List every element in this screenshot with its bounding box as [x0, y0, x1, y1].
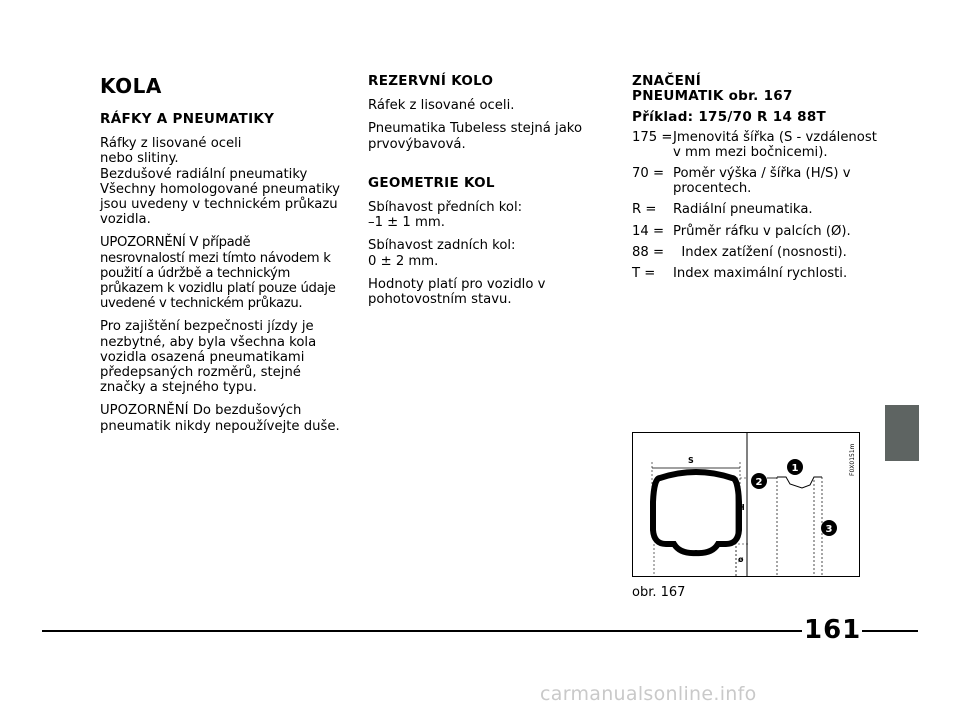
paragraph: Ráfky z lisované oceli nebo slitiny. Bezdušové radiální pneumatiky Všechny homologované pneumatiky jsou uvedeny v technickém průkazu vozidla. [100, 136, 340, 228]
spec-key: 88 = [632, 244, 665, 260]
chapter-tab [885, 405, 919, 461]
spec-row [632, 202, 892, 217]
marker-2 [751, 473, 767, 489]
label-s: S [688, 456, 694, 465]
label-h: H [738, 503, 745, 512]
paragraph: Sbíhavost předních kol: –1 ± 1 mm. [368, 200, 523, 231]
marker-1-label: 1 [791, 463, 799, 474]
spec-key: 70 = [632, 166, 665, 182]
subsection-title: RÁFKY A PNEUMATIKY [100, 111, 275, 127]
example-line: Příklad: 175/70 R 14 88T [632, 109, 827, 126]
footer-rule-right [862, 630, 918, 632]
warning-paragraph: UPOZORNĚNÍ Do bezdušových pneumatik nikdy nepoužívejte duše. [100, 403, 340, 434]
section-title: KOLA [100, 74, 162, 98]
column-tyre-marking [632, 74, 892, 287]
spec-list [632, 130, 892, 282]
marker-2-label: 2 [755, 477, 763, 488]
spec-value: Index maximální rychlosti. [673, 266, 848, 282]
page-number: 161 [804, 615, 862, 645]
spec-value: Průměr ráfku v palcích (Ø). [673, 223, 851, 239]
spec-value: Jmenovitá šířka (S - vzdálenost v mm mezi bočnicemi). [673, 129, 877, 160]
marker-1 [787, 459, 803, 475]
spec-key: 14 = [632, 223, 665, 239]
column-spare-geometry [368, 74, 603, 315]
paragraph: Pneumatika Tubeless stejná jako prvovýbavová. [368, 121, 583, 152]
spec-row [632, 224, 892, 239]
footer-rule-left [42, 630, 802, 632]
spec-key: 175 = [632, 129, 673, 145]
tyre-diagram [632, 432, 860, 577]
tyre-profile-icon [653, 472, 739, 553]
spec-row [632, 266, 892, 281]
paragraph: Pro zajištění bezpečnosti jízdy je nezbytné, aby byla všechna kola vozidla osazená pneumatikami předepsaných rozměrů, stejné značky a stejného typu. [100, 319, 317, 396]
label-diameter: ø [738, 555, 744, 564]
rim-profile-icon [777, 477, 822, 488]
figure-code: F0X0151m [849, 443, 856, 476]
spec-value: Index zatížení (nosnosti). [673, 244, 847, 260]
spec-value: Poměr výška / šířka (H/S) v procentech. [673, 166, 851, 197]
spec-key: R = [632, 202, 657, 218]
tyre-marking-title: ZNAČENÍ PNEUMATIK obr. 167 [632, 73, 793, 105]
watermark: carmanualsonline.info [540, 683, 757, 705]
warning-paragraph: UPOZORNĚNÍ V případě nesrovnalostí mezi tímto návodem k použití a údržbě a technickým průkazem k vozidlu platí pouze údaje uvedené v technickém průkazu. [100, 235, 336, 312]
geometry-title: GEOMETRIE KOL [368, 174, 495, 191]
spec-value: Radiální pneumatika. [673, 202, 813, 218]
column-wheels [100, 74, 340, 442]
figure-caption: obr. 167 [632, 585, 686, 600]
spec-key: T = [632, 266, 656, 282]
paragraph: Ráfek z lisované oceli. [368, 98, 515, 114]
paragraph: Hodnoty platí pro vozidlo v pohotovostním stavu. [368, 276, 546, 308]
spec-row [632, 166, 892, 196]
marker-3-label: 3 [825, 524, 833, 535]
paragraph: Sbíhavost zadních kol: 0 ± 2 mm. [368, 238, 516, 269]
marker-3 [821, 520, 837, 536]
spare-wheel-title: REZERVNÍ KOLO [368, 73, 494, 89]
spec-row [632, 245, 892, 260]
spec-row [632, 130, 892, 160]
